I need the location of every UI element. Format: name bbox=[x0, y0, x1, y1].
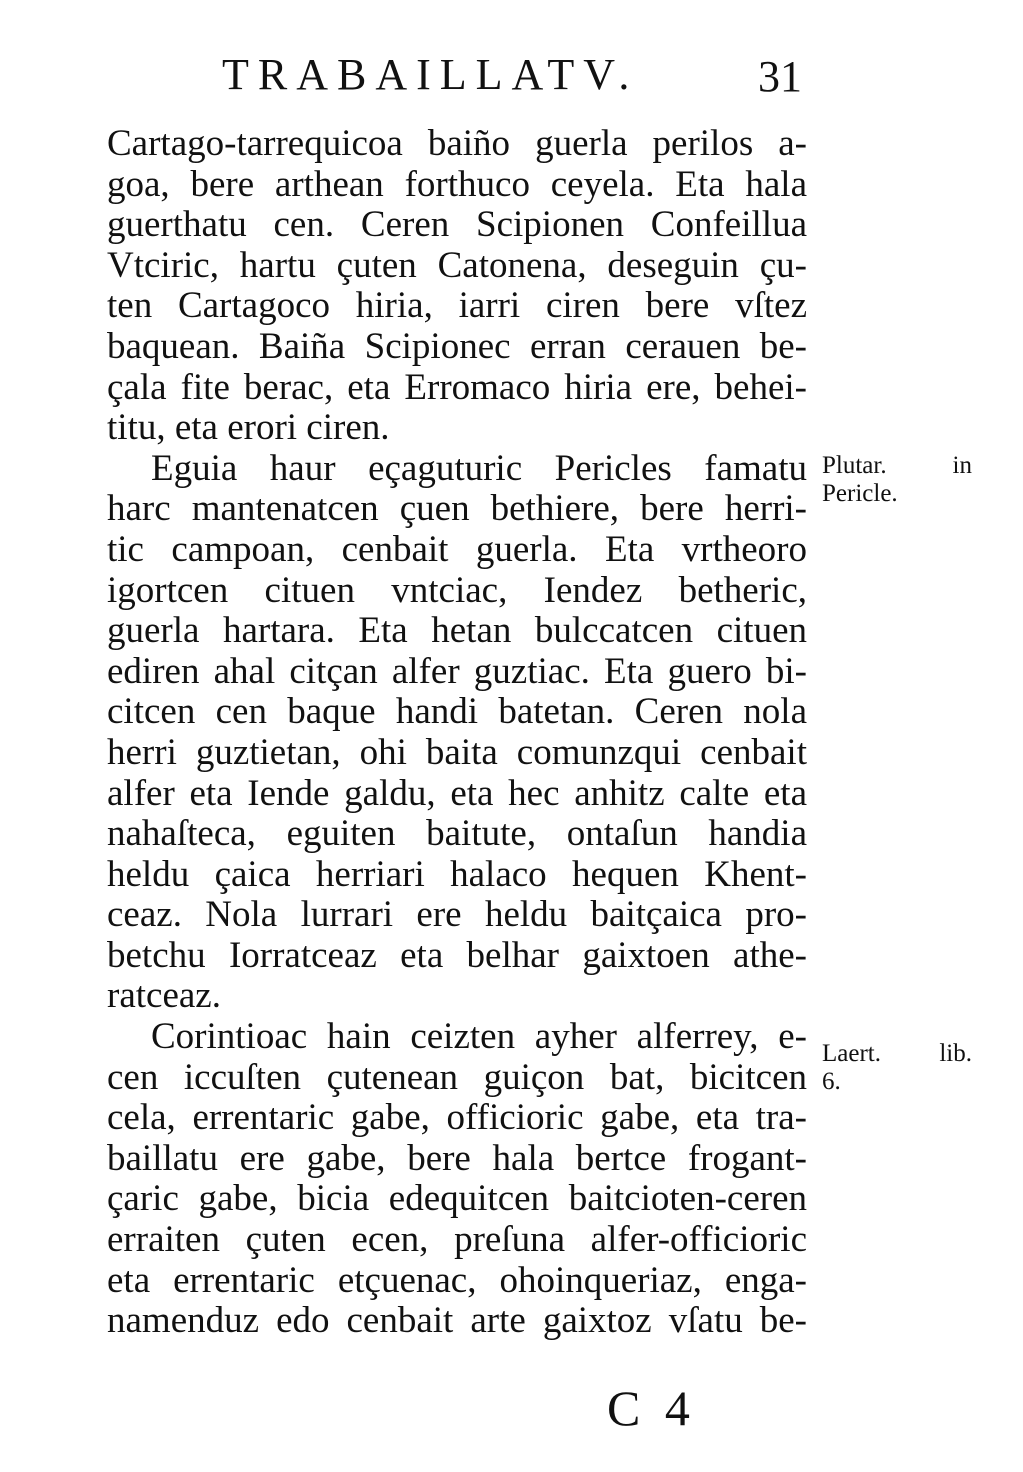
text-line: cen iccuſten çutenean guiçon bat, bicitcen bbox=[107, 1056, 807, 1098]
margin-note-line: 6. bbox=[822, 1068, 841, 1095]
text-line: Eguia haur eçaguturic Pericles famatu bbox=[151, 447, 807, 489]
signature-mark: C 4 bbox=[607, 1380, 696, 1436]
text-line: betchu Iorratceaz eta belhar gaixtoen athe- bbox=[107, 934, 807, 976]
margin-note-source: Plutar. bbox=[822, 452, 887, 479]
body-text bbox=[107, 124, 807, 1342]
text-line: ratceaz. bbox=[107, 975, 221, 1017]
text-line: namenduz edo cenbait arte gaixtoz vſatu be- bbox=[107, 1300, 807, 1342]
text-line: igortcen cituen vntciac, Iendez betheric, bbox=[107, 569, 807, 611]
text-line: ten Cartagoco hiria, iarri ciren bere vſtez bbox=[107, 285, 807, 327]
text-line: ceaz. Nola lurrari ere heldu baitçaica pro- bbox=[107, 894, 807, 936]
text-line: ediren ahal citçan alfer guztiac. Eta guero bi- bbox=[107, 650, 807, 692]
margin-note-laertius bbox=[822, 1040, 972, 1096]
text-line: Vtciric, hartu çuten Catonena, deseguin çu- bbox=[107, 244, 807, 286]
text-line: citcen cen baque handi batetan. Ceren nola bbox=[107, 691, 807, 733]
text-line: alfer eta Iende galdu, eta hec anhitz calte eta bbox=[107, 772, 807, 814]
margin-note-line bbox=[822, 1040, 972, 1068]
text-line: Cartago-tarrequicoa baiño guerla perilos a- bbox=[107, 123, 807, 164]
margin-note-ref: in bbox=[952, 452, 972, 479]
text-line: eta errentaric etçuenac, ohoinqueriaz, enga- bbox=[107, 1259, 807, 1301]
text-line: titu, eta erori ciren. bbox=[107, 407, 390, 449]
text-line: harc mantenatcen çuen bethiere, bere herri- bbox=[107, 488, 807, 530]
text-line: Corintioac hain ceizten ayher alferrey, e- bbox=[151, 1016, 807, 1058]
margin-note-line bbox=[822, 452, 972, 480]
text-line: goa, bere arthean forthuco ceyela. Eta hala bbox=[107, 163, 807, 205]
text-line: cela, errentaric gabe, officioric gabe, eta tra- bbox=[107, 1097, 807, 1139]
running-title: TRABAILLATV. bbox=[222, 50, 639, 99]
page-number: 31 bbox=[758, 52, 802, 101]
text-line: nahaſteca, eguiten baitute, ontaſun handia bbox=[107, 813, 807, 855]
margin-note-source: Laert. bbox=[822, 1040, 881, 1067]
margin-note-ref: lib. bbox=[939, 1040, 972, 1067]
text-line: baquean. Baiña Scipionec erran cerauen be- bbox=[107, 325, 807, 367]
text-line: çaric gabe, bicia edequitcen baitcioten-ceren bbox=[107, 1178, 807, 1220]
text-line: guerthatu cen. Ceren Scipionen Confeillua bbox=[107, 204, 807, 246]
text-line: erraiten çuten ecen, preſuna alfer-officioric bbox=[107, 1219, 807, 1261]
margin-note-plutarch bbox=[822, 452, 972, 508]
text-line: herri guztietan, ohi baita comunzqui cenbait bbox=[107, 731, 807, 773]
text-line: çala fite berac, eta Erromaco hiria ere, behei- bbox=[107, 366, 807, 408]
text-line: tic campoan, cenbait guerla. Eta vrtheoro bbox=[107, 528, 807, 570]
text-line: guerla hartara. Eta hetan bulccatcen cituen bbox=[107, 610, 807, 652]
text-line: baillatu ere gabe, bere hala bertce frogant- bbox=[107, 1137, 807, 1179]
margin-note-line: Pericle. bbox=[822, 480, 898, 507]
text-line: heldu çaica herriari halaco hequen Khent- bbox=[107, 853, 807, 895]
